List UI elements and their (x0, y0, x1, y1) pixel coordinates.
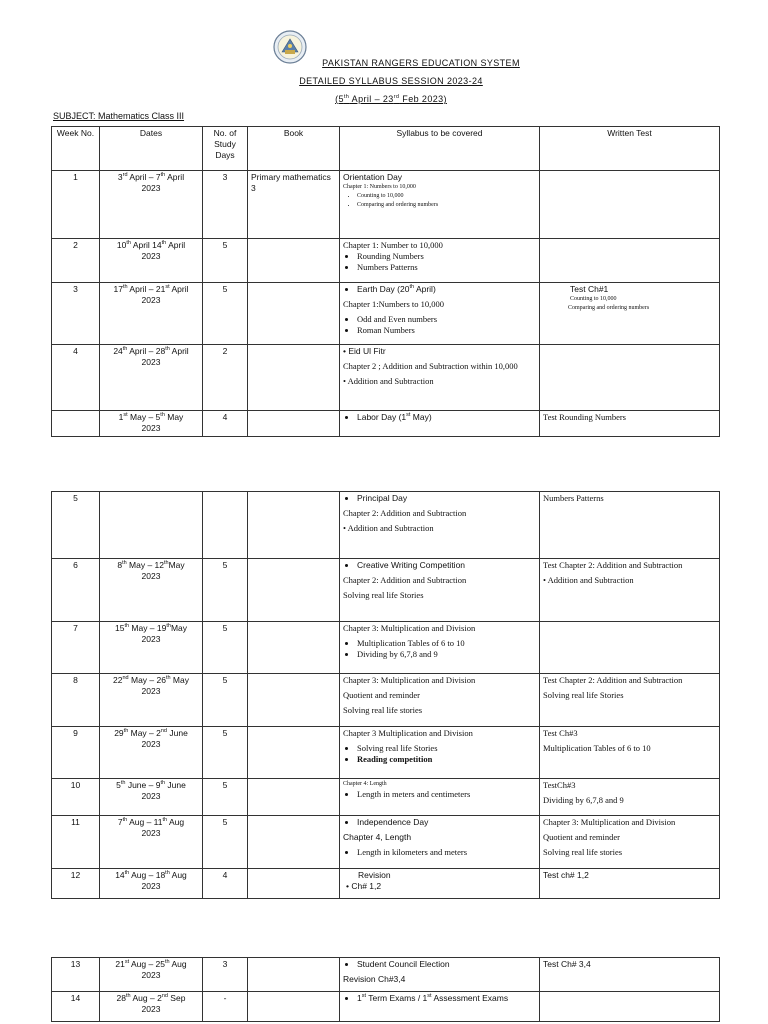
table-row: 4 24th April – 28th April 2023 2 • Eid Ul Fitr Chapter 2 ; Addition and Subtraction within 10,000 • Addition and Subtraction (52, 345, 720, 411)
table-row: 3 17th April – 21st April 2023 5 • Earth Day (20th April) Chapter 1:Numbers to 10,000 • Odd and Even numbers • Roman Numbers Test Ch#1 Counting to 10,000 Comparing and ordering numbers (52, 283, 720, 345)
table-row: 11 7th Aug – 11th Aug 2023 5 • Independence Day Chapter 4, Length • Length in kilometers and meters Chapter 3: Multiplication and Division Quotient and reminder Solving real life stories (52, 816, 720, 869)
session-range: (5th April – 23rd Feb 2023) (335, 94, 447, 104)
table-row: 5 • Principal Day Chapter 2: Addition and Subtraction • Addition and Subtraction Numbers Patterns (52, 492, 720, 559)
col-week: Week No. (52, 127, 100, 171)
col-book: Book (248, 127, 340, 171)
table-row: 13 21st Aug – 25th Aug 2023 3 • Student Council Election Revision Ch#3,4 Test Ch# 3,4 (52, 958, 720, 992)
table-header-row (52, 127, 720, 171)
syllabus-table-2 (51, 491, 720, 899)
table-row: 6 8th May – 12thMay 2023 5 • Creative Writing Competition Chapter 2: Addition and Subtraction Solving real life Stories Test Chapter 2: Addition and Subtraction • Addition and Subtraction (52, 559, 720, 622)
col-syllabus: Syllabus to be covered (340, 127, 540, 171)
table-row: 1st May – 5th May 2023 4 • Labor Day (1st May) Test Rounding Numbers (52, 411, 720, 437)
organization-name: PAKISTAN RANGERS EDUCATION SYSTEM (322, 58, 520, 68)
syllabus-table-1 (51, 126, 720, 437)
col-test: Written Test (540, 127, 720, 171)
document-title: DETAILED SYLLABUS SESSION 2023-24 (299, 76, 483, 86)
table-row: 12 14th Aug – 18th Aug 2023 4 Revision • Ch# 1,2 Test ch# 1,2 (52, 869, 720, 899)
table-row: 1 3rd April – 7th April 2023 3 Primary mathematics 3 Orientation Day Chapter 1: Numbers to 10,000 • Counting to 10,000 • Comparing and ordering numbers (52, 171, 720, 239)
subject-label: SUBJECT: Mathematics Class III (53, 111, 185, 121)
col-dates: Dates (100, 127, 203, 171)
col-days: No. of Study Days (203, 127, 248, 171)
table-row: 14 28th Aug – 2nd Sep 2023 - • 1st Term Exams / 1st Assessment Exams (52, 992, 720, 1022)
table-row: 8 22nd May – 26th May 2023 5 Chapter 3: Multiplication and Division Quotient and reminder Solving real life stories Test Chapter 2: Addition and Subtraction Solving real life Stories (52, 674, 720, 727)
syllabus-table-3 (51, 957, 720, 1022)
table-row: 2 10th April 14th April 2023 5 Chapter 1: Number to 10,000 • Rounding Numbers • Numbers Patterns (52, 239, 720, 283)
table-row: 10 5th June – 9th June 2023 5 Chapter 4: Length • Length in meters and centimeters TestCh#3 Dividing by 6,7,8 and 9 (52, 779, 720, 816)
table-row: 9 29th May – 2nd June 2023 5 Chapter 3 Multiplication and Division • Solving real life Stories • Reading competition Test Ch#3 Multiplication Tables of 6 to 10 (52, 727, 720, 779)
table-row: 7 15th May – 19thMay 2023 5 Chapter 3: Multiplication and Division • Multiplication Tables of 6 to 10 • Dividing by 6,7,8 and 9 (52, 622, 720, 674)
